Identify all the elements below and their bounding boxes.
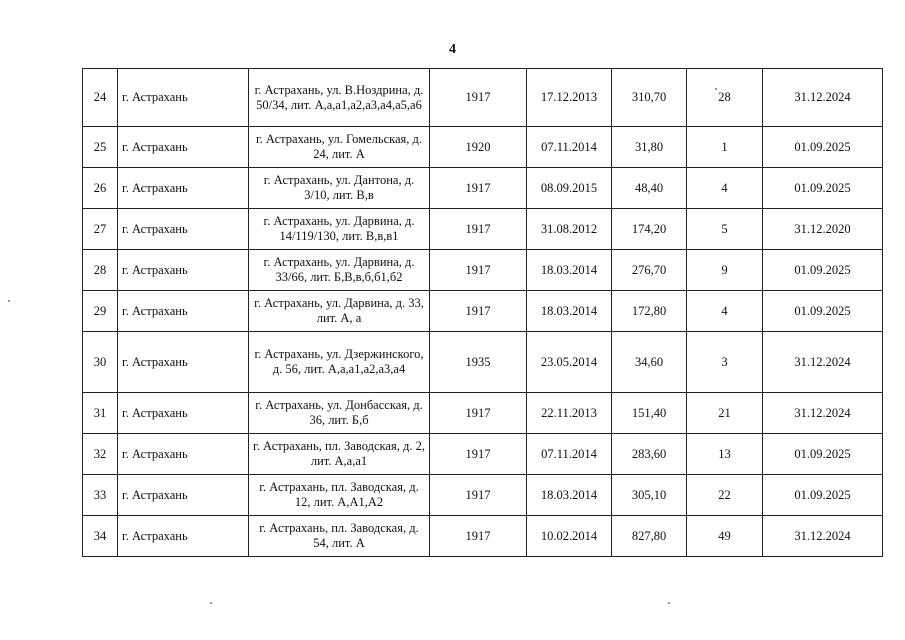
table-row — [83, 69, 883, 127]
year-built-cell: 1917 — [430, 209, 527, 250]
residents-count-cell: 4 — [687, 168, 763, 209]
year-built-cell: 1920 — [430, 127, 527, 168]
deadline-cell: 31.12.2024 — [763, 69, 883, 127]
table-row — [83, 332, 883, 393]
deadline-cell: 31.12.2020 — [763, 209, 883, 250]
address-cell: г. Астрахань, ул. Донбасская, д. 36, лит. Б,б — [249, 393, 430, 434]
scan-speck — [8, 300, 10, 302]
city-cell: г. Астрахань — [118, 332, 249, 393]
area-cell: 283,60 — [612, 434, 687, 475]
table-row — [83, 127, 883, 168]
address-cell: г. Астрахань, пл. Заводская, д. 12, лит. А,А1,А2 — [249, 475, 430, 516]
row-number: 32 — [83, 434, 118, 475]
city-cell: г. Астрахань — [118, 69, 249, 127]
city-cell: г. Астрахань — [118, 393, 249, 434]
residents-count-cell: 22 — [687, 475, 763, 516]
row-number: 24 — [83, 69, 118, 127]
table-row — [83, 516, 883, 557]
housing-registry-table — [82, 68, 883, 557]
city-cell: г. Астрахань — [118, 209, 249, 250]
year-built-cell: 1917 — [430, 291, 527, 332]
residents-count-cell: 1 — [687, 127, 763, 168]
table-row — [83, 475, 883, 516]
city-cell: г. Астрахань — [118, 475, 249, 516]
year-built-cell: 1917 — [430, 69, 527, 127]
row-number: 27 — [83, 209, 118, 250]
date-cell: 07.11.2014 — [527, 127, 612, 168]
deadline-cell: 01.09.2025 — [763, 475, 883, 516]
area-cell: 310,70 — [612, 69, 687, 127]
date-cell: 08.09.2015 — [527, 168, 612, 209]
area-cell: 305,10 — [612, 475, 687, 516]
page-number: 4 — [449, 42, 456, 57]
city-cell: г. Астрахань — [118, 250, 249, 291]
table-row — [83, 393, 883, 434]
date-cell: 17.12.2013 — [527, 69, 612, 127]
date-cell: 07.11.2014 — [527, 434, 612, 475]
area-cell: 48,40 — [612, 168, 687, 209]
year-built-cell: 1917 — [430, 434, 527, 475]
row-number: 33 — [83, 475, 118, 516]
year-built-cell: 1935 — [430, 332, 527, 393]
table-row — [83, 434, 883, 475]
area-cell: 276,70 — [612, 250, 687, 291]
city-cell: г. Астрахань — [118, 434, 249, 475]
city-cell: г. Астрахань — [118, 168, 249, 209]
row-number: 31 — [83, 393, 118, 434]
address-cell: г. Астрахань, ул. Гомельская, д. 24, лит. А — [249, 127, 430, 168]
area-cell: 34,60 — [612, 332, 687, 393]
table-row — [83, 250, 883, 291]
scan-speck — [668, 602, 670, 604]
deadline-cell: 01.09.2025 — [763, 434, 883, 475]
residents-count-cell: 4 — [687, 291, 763, 332]
table-row — [83, 168, 883, 209]
area-cell: 172,80 — [612, 291, 687, 332]
address-cell: г. Астрахань, пл. Заводская, д. 54, лит. А — [249, 516, 430, 557]
area-cell: 151,40 — [612, 393, 687, 434]
residents-count-cell: 21 — [687, 393, 763, 434]
residents-count-cell: 3 — [687, 332, 763, 393]
address-cell: г. Астрахань, ул. Дантона, д. 3/10, лит. В,в — [249, 168, 430, 209]
deadline-cell: 31.12.2024 — [763, 393, 883, 434]
row-number: 30 — [83, 332, 118, 393]
date-cell: 22.11.2013 — [527, 393, 612, 434]
date-cell: 18.03.2014 — [527, 475, 612, 516]
deadline-cell: 01.09.2025 — [763, 250, 883, 291]
address-cell: г. Астрахань, ул. Дзержинского, д. 56, лит. А,а,а1,а2,а3,а4 — [249, 332, 430, 393]
residents-count-cell: 13 — [687, 434, 763, 475]
table-row — [83, 291, 883, 332]
date-cell: 18.03.2014 — [527, 250, 612, 291]
deadline-cell: 01.09.2025 — [763, 168, 883, 209]
deadline-cell: 01.09.2025 — [763, 127, 883, 168]
city-cell: г. Астрахань — [118, 291, 249, 332]
area-cell: 31,80 — [612, 127, 687, 168]
year-built-cell: 1917 — [430, 393, 527, 434]
residents-count-cell: 5 — [687, 209, 763, 250]
deadline-cell: 31.12.2024 — [763, 332, 883, 393]
row-number: 34 — [83, 516, 118, 557]
residents-count-cell: 49 — [687, 516, 763, 557]
date-cell: 23.05.2014 — [527, 332, 612, 393]
table-row — [83, 209, 883, 250]
date-cell: 31.08.2012 — [527, 209, 612, 250]
year-built-cell: 1917 — [430, 516, 527, 557]
row-number: 26 — [83, 168, 118, 209]
scan-speck — [210, 602, 212, 604]
year-built-cell: 1917 — [430, 250, 527, 291]
area-cell: 827,80 — [612, 516, 687, 557]
year-built-cell: 1917 — [430, 168, 527, 209]
residents-count-cell: 28 — [687, 69, 763, 127]
scan-speck — [715, 88, 717, 90]
deadline-cell: 31.12.2024 — [763, 516, 883, 557]
deadline-cell: 01.09.2025 — [763, 291, 883, 332]
address-cell: г. Астрахань, ул. Дарвина, д. 33/66, лит. Б,В,в,б,б1,б2 — [249, 250, 430, 291]
date-cell: 18.03.2014 — [527, 291, 612, 332]
address-cell: г. Астрахань, пл. Заводская, д. 2, лит. А,а,а1 — [249, 434, 430, 475]
area-cell: 174,20 — [612, 209, 687, 250]
address-cell: г. Астрахань, ул. Дарвина, д. 33, лит. А, а — [249, 291, 430, 332]
address-cell: г. Астрахань, ул. В.Ноздрина, д. 50/34, лит. А,а,а1,а2,а3,а4,а5,а6 — [249, 69, 430, 127]
year-built-cell: 1917 — [430, 475, 527, 516]
date-cell: 10.02.2014 — [527, 516, 612, 557]
table-body — [83, 69, 883, 557]
city-cell: г. Астрахань — [118, 127, 249, 168]
row-number: 25 — [83, 127, 118, 168]
residents-count-cell: 9 — [687, 250, 763, 291]
city-cell: г. Астрахань — [118, 516, 249, 557]
address-cell: г. Астрахань, ул. Дарвина, д. 14/119/130, лит. В,в,в1 — [249, 209, 430, 250]
row-number: 28 — [83, 250, 118, 291]
row-number: 29 — [83, 291, 118, 332]
